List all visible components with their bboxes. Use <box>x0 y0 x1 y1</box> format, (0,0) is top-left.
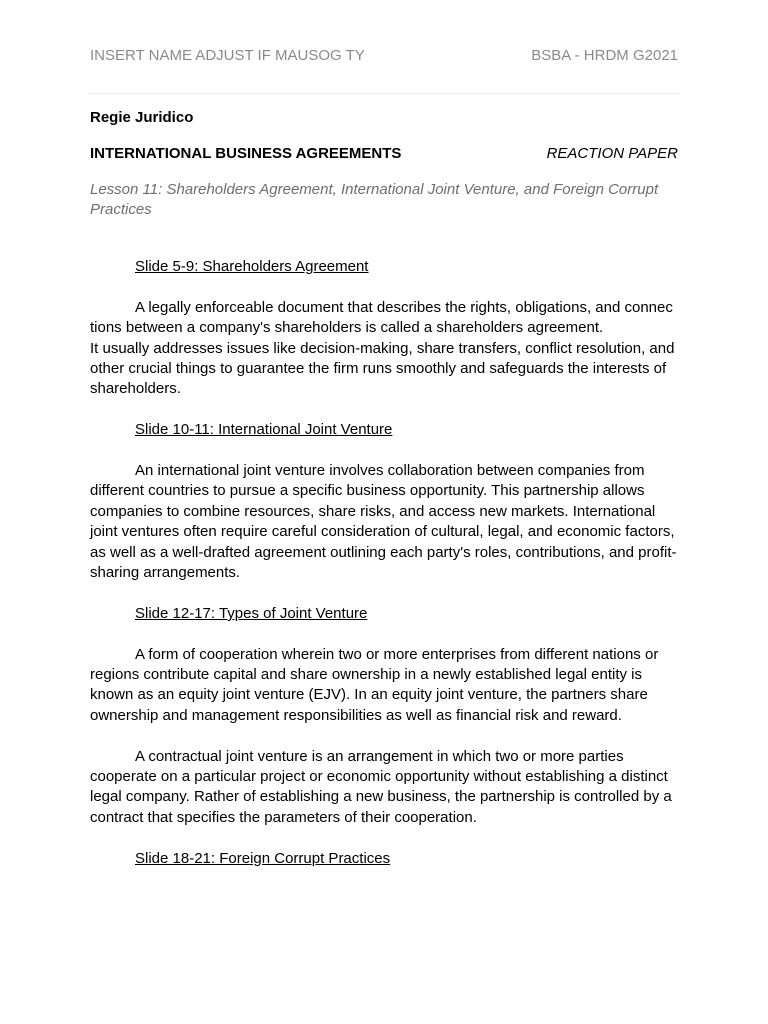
paragraph: An international joint venture involves collaboration between companies from different countries to pursue a specific business opportunity. This partnership allows companies to combine resources, share risks, and access new markets. International joint ventures often require careful consideration of cultural, legal, and economic factors, as well as a well-drafted agreement outlining each party's roles, contributions, and profit-sharing arrangements. <box>90 462 677 582</box>
page-header <box>90 47 678 65</box>
section-heading-foreign-corrupt-practices: Slide 18-21: Foreign Corrupt Practices <box>135 849 391 867</box>
header-right-text: BSBA - HRDM G2021 <box>531 47 678 64</box>
paragraph: A form of cooperation wherein two or more enterprises from different nations or regions contribute capital and share ownership in a newly established legal entity is known as an equity joint venture (EJV). In an equity joint venture, the partners share ownership and management responsibilities as well as financial risk and reward. <box>90 645 659 724</box>
document-body <box>90 257 680 889</box>
course-title-row <box>90 145 678 163</box>
paragraph-text: A legally enforceable document that describes the rights, obligations, and connec tions between a company's shareholders is called a shareholders agreement. <box>90 298 673 337</box>
document-type: REACTION PAPER <box>546 145 678 162</box>
paragraph: A contractual joint venture is an arrangement in which two or more parties cooperate on a particular project or economic opportunity without establishing a distinct legal company. Rather of establishing a new business, the partnership is controlled by a contract that specifies the parameters of their cooperation. <box>90 747 672 826</box>
section-heading-shareholders-agreement: Slide 5-9: Shareholders Agreement <box>135 258 369 275</box>
author-name: Regie Juridico <box>90 109 194 126</box>
section-heading-types-of-joint-venture: Slide 12-17: Types of Joint Venture <box>135 604 368 622</box>
header-left-text: INSERT NAME ADJUST IF MAUSOG TY <box>90 47 365 64</box>
paragraph-text: It usually addresses issues like decision-making, share transfers, conflict resolution, and other crucial things to guarantee the firm runs smoothly and safeguards the interests of shareholders. <box>90 339 675 398</box>
header-divider <box>90 93 678 94</box>
section-heading-international-joint-venture: Slide 10-11: International Joint Venture <box>135 421 393 439</box>
paragraph <box>90 298 680 400</box>
course-title: INTERNATIONAL BUSINESS AGREEMENTS <box>90 145 402 162</box>
lesson-subtitle: Lesson 11: Shareholders Agreement, International Joint Venture, and Foreign Corrupt Practices <box>90 181 659 218</box>
